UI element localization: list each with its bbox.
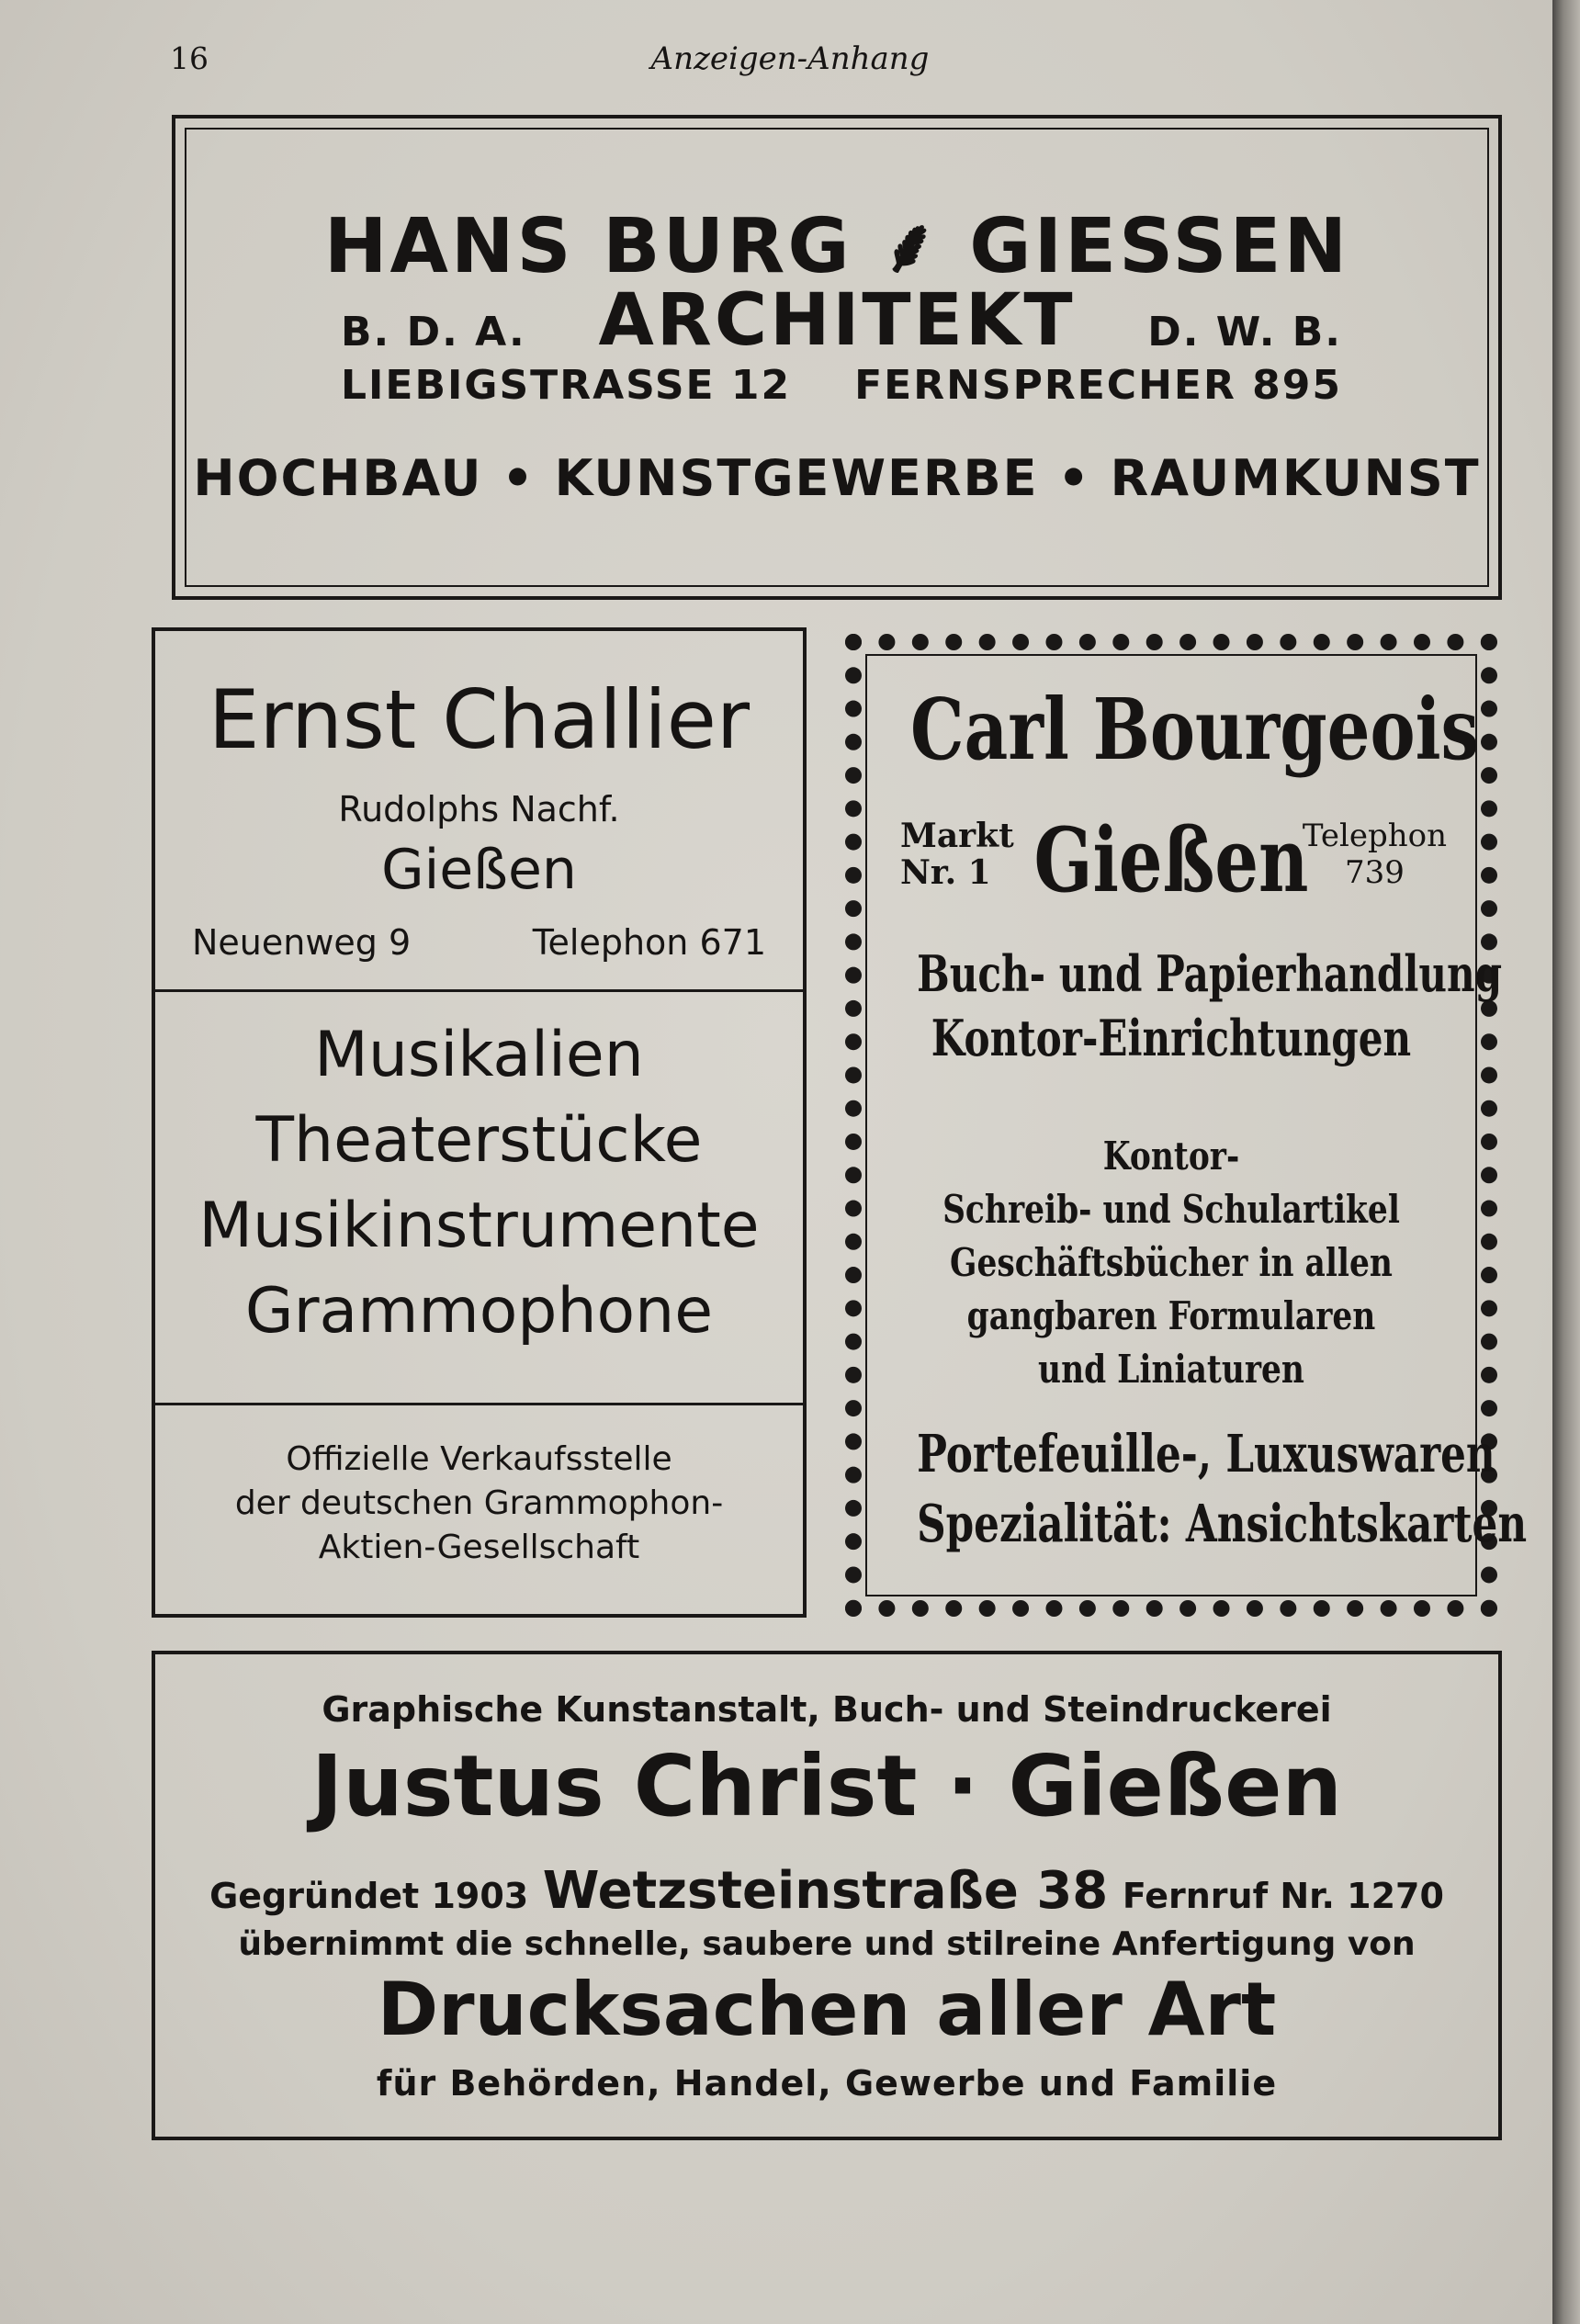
page-edge — [1552, 0, 1580, 2324]
ad-bourgeois-block3 — [917, 1419, 1528, 1559]
page-number: 16 — [170, 40, 209, 76]
tel-label: Telephon — [1302, 818, 1447, 854]
ad-christ-founded: Gegründet 1903 — [209, 1876, 529, 1916]
ad-christ-tagline: Graphische Kunstanstalt, Buch- und Steindruckerei — [322, 1689, 1332, 1730]
block-line: Portefeuille-, Luxuswaren — [917, 1424, 1495, 1484]
ad-bourgeois-block2 — [904, 1130, 1439, 1396]
ad-challier-city: Gießen — [381, 838, 577, 902]
ad-bourgeois-phone — [1303, 818, 1447, 891]
ad-burg-address: LIEBIGSTRASSE 12 — [341, 362, 792, 409]
ad-challier-items — [155, 1012, 803, 1354]
ad-christ-street: Wetzsteinstraße 38 — [542, 1861, 1109, 1921]
block-line: Spezialität: Ansichtskarten — [917, 1494, 1528, 1554]
block-line: und Liniaturen — [1038, 1347, 1304, 1392]
ad-burg-right-tag: D. W. B. — [1147, 309, 1342, 355]
ad-challier-contact-row — [192, 922, 766, 968]
ad-challier-street: Neuenweg 9 — [192, 922, 412, 963]
block-line: gangbaren Formularen — [966, 1293, 1376, 1338]
ad-burg-contact-row — [175, 362, 1498, 417]
ad-burg-phone: FERNSPRECHER 895 — [854, 362, 1342, 409]
markt-line: Markt — [900, 817, 1014, 855]
list-item: Musikinstrumente — [198, 1190, 760, 1262]
ad-burg-left-tag: B. D. A. — [341, 309, 526, 355]
page-header-title: Anzeigen-Anhang — [650, 40, 930, 77]
ad-christ-audience: für Behörden, Handel, Gewerbe und Familie — [376, 2063, 1278, 2104]
ad-ernst-challier — [152, 627, 807, 1618]
ad-hans-burg — [172, 115, 1502, 600]
list-item: Theaterstücke — [255, 1104, 703, 1177]
ad-bourgeois-name: Carl Bourgeois — [910, 680, 1479, 779]
ad-bourgeois-city: Gießen — [1033, 808, 1309, 912]
ad-justus-christ — [152, 1651, 1502, 2140]
footer-line: Offizielle Verkaufsstelle — [286, 1440, 672, 1478]
block-line: Buch- und Papierhandlung — [917, 944, 1503, 1003]
block-line: Schreib- und Schulartikel — [942, 1187, 1400, 1232]
ad-christ-headline: Drucksachen aller Art — [377, 1967, 1277, 2052]
ad-challier-footer — [155, 1438, 803, 1570]
markt-number: Nr. 1 — [900, 853, 991, 892]
block-line: Kontor- — [1102, 1134, 1240, 1179]
footer-line: der deutschen Grammophon- — [234, 1484, 724, 1522]
block-line: Kontor-Einrichtungen — [931, 1009, 1412, 1067]
ad-bourgeois-city-row — [891, 808, 1451, 912]
ad-burg-services: HOCHBAU • KUNSTGEWERBE • RAUMKUNST — [193, 449, 1481, 507]
tel-number: 739 — [1344, 854, 1405, 891]
footer-line: Aktien-Gesellschaft — [318, 1529, 640, 1566]
ad-burg-name: HANS BURG ⸙ GIESSEN — [323, 203, 1350, 290]
list-item: Musikalien — [314, 1019, 644, 1091]
ad-challier-phone: Telephon 671 — [532, 922, 766, 963]
ad-challier-name: Ernst Challier — [208, 672, 750, 767]
ad-christ-phone: Fernruf Nr. 1270 — [1122, 1876, 1444, 1916]
ad-christ-contact-row — [155, 1861, 1498, 1921]
ad-challier-subtitle: Rudolphs Nachf. — [338, 789, 620, 829]
ad-carl-bourgeois — [845, 634, 1528, 1617]
list-item: Grammophone — [244, 1275, 714, 1348]
ad-christ-name: Justus Christ · Gießen — [311, 1737, 1342, 1835]
ad-burg-profession-row — [175, 279, 1498, 362]
ad-burg-profession: ARCHITEKT — [598, 279, 1076, 362]
divider — [155, 989, 803, 992]
block-line: Geschäftsbücher in allen — [950, 1240, 1393, 1285]
divider — [155, 1403, 803, 1405]
ad-bourgeois-block1 — [917, 942, 1503, 1070]
ad-christ-service-line: übernimmt die schnelle, saubere und stilreine Anfertigung von — [238, 1925, 1416, 1963]
